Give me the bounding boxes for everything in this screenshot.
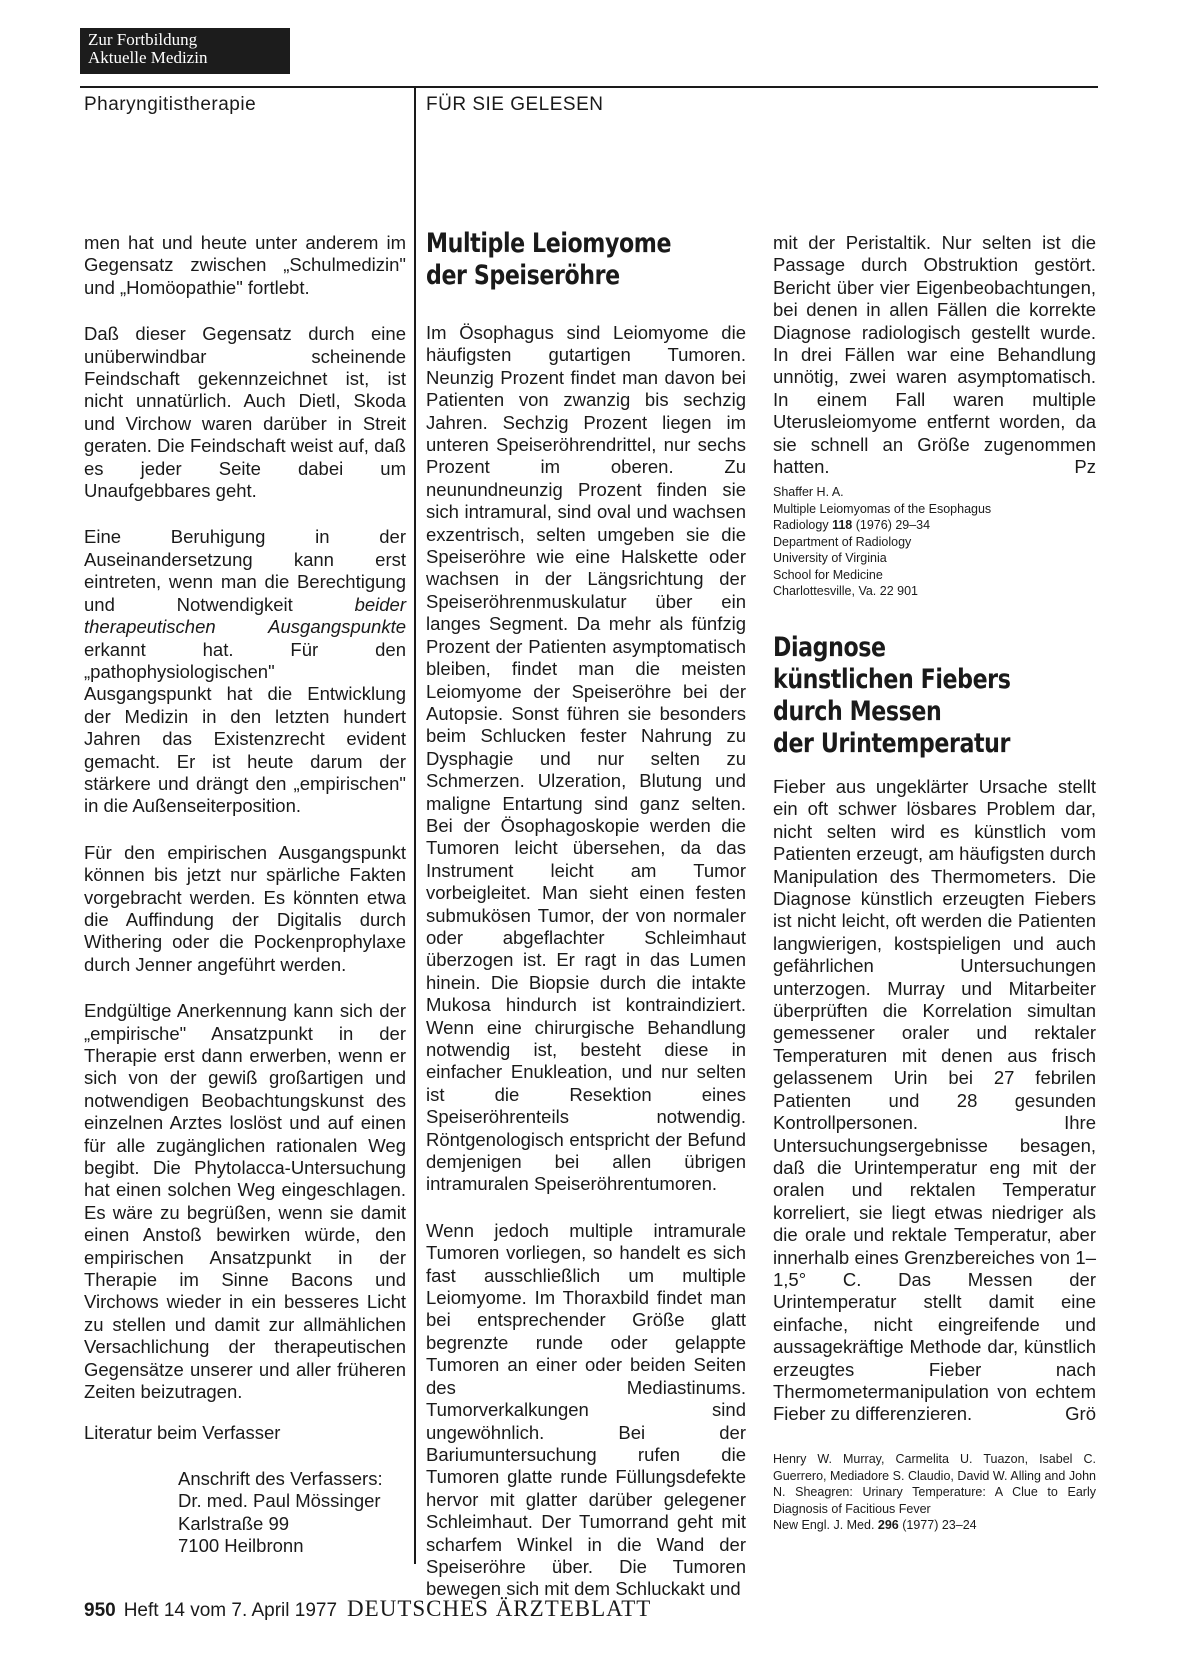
- paragraph: Endgültige Anerkennung kann sich der „empirische" Ansatzpunkt in der Therapie erst dann erwerben, wenn er sich von der gewiß großartigen und notwendigen Beobachtungskunst des einzelnen Arztes loslöst und auf einen für alle zugänglichen rationalen Weg begibt. Die Phytolacca-Untersuchung hat einen solchen Weg eingeschlagen. Es wäre zu begrüßen, wenn sie damit einen Anstoß bewirken würde, den empirischen Ansatzpunkt in der Therapie im Sinne Bacons und Virchows wieder in ein besseres Licht zu stellen und damit zur allmählichen Versachlichung der therapeutischen Gegensätze unserer und aller früheren Zeiten beizutragen.: [84, 1000, 406, 1403]
- paragraph: men hat und heute unter anderem im Gegensatz zwischen „Schulmedizin" und „Homöopathie" fortlebt.: [84, 232, 406, 298]
- paragraph: Im Ösophagus sind Leiomyome die häufigsten gutartigen Tumoren. Neunzig Prozent findet man davon bei Patienten von zwanzig bis sechzig Jahren. Sechzig Prozent liegen im unteren Speiseröhrendrittel, nur sechs Prozent im oberen. Zu neunundneunzig Prozent finden sie sich intramural, sind oval und wachsen exzentrisch, selten umgeben sie die Speiseröhre wie eine Halskette oder wachsen in der Längsrichtung der Speiseröhrenmuskulatur über ein langes Segment. Da mehr als fünfzig Prozent der Patienten asymptomatisch bleiben, findet man die meisten Leiomyome der Speiseröhre bei der Autopsie. Sonst führen sie besonders beim Schlucken fester Nahrung zu Dysphagie und nur selten zu Schmerzen. Ulzeration, Blutung und maligne Entartung sind ganz selten. Bei der Ösophagoskopie werden die Tumoren leicht übersehen, da das Instrument leicht am Tumor vorbeigleitet. Man sieht einen festen submukösen Tumor, der von normaler oder abgeflachter Schleimhaut überzogen ist. Er ragt in das Lumen hinein. Die Biopsie durch die intakte Mukosa hindurch ist kontraindiziert. Wenn eine chirurgische Behandlung notwendig ist, besteht diese in einfacher Enukleation, und nur selten ist die Resektion eines Speiseröhrenteils notwendig. Röntgenologisch entspricht der Befund demjenigen bei allen übrigen intramuralen Speiseröhrentumoren.: [426, 322, 746, 1195]
- badge-line-1: Zur Fortbildung: [88, 30, 198, 49]
- column-right-article2: [773, 776, 1096, 1426]
- paragraph: Fieber aus ungeklärter Ursache stellt ein oft schwer lösbares Problem dar, nicht selten wird es künstlich vom Patienten erzeugt, am häufigsten durch Manipulation des Thermometers. Die Diagnose künstlich erzeugten Fiebers ist nicht leicht, oft werden die Patienten langwierigen, kostspieligen und auch gefährlichen Untersuchungen unterzogen. Murray und Mitarbeiter überprüften die Korrelation simultan gemessener oraler und rektaler Temperaturen mit denen aus frisch gelassenem Urin bei 27 febrilen Patienten und 28 gesunden Kontrollpersonen. Ihre Untersuchungsergebnisse besagen, daß die Urintemperatur eng mit der oralen und rektalen Temperatur korreliert, sie liegt etwas niedriger als die orale und rektale Temperatur, aber innerhalb eines Grenzbereiches von 1–1,5° C. Das Messen der Urintemperatur stellt damit eine einfache, nicht eingreifende und aussagekräftige Methode dar, künstlich erzeugtes Fieber nach Thermometermanipulation von echtem Fieber zu differenzieren. Grö: [773, 776, 1096, 1425]
- page-number: 950: [84, 1600, 116, 1621]
- header-rule: [80, 86, 1098, 88]
- column-right: [773, 232, 1096, 478]
- literature-note: Literatur beim Verfasser: [84, 1422, 281, 1443]
- column-left: [84, 232, 406, 1404]
- reference-leiomyome: Shaffer H. A. Multiple Leiomyomas of the Esophagus Radiology 118 (1976) 29–34 Department of Radiology University of Virginia School for Medicine Charlottesville, Va. 22 901: [773, 485, 992, 598]
- issue-info: Heft 14 vom 7. April 1977: [123, 1600, 338, 1621]
- address-name: Dr. med. Paul Mössinger: [178, 1490, 381, 1512]
- paragraph: Für den empirischen Ausgangspunkt können bis jetzt nur spärliche Fakten vorgebracht werden. Es könnten etwa die Auffindung der Digitalis durch Withering oder die Pockenprophylaxe durch Jenner angeführt werden.: [84, 841, 406, 975]
- page-footer: [84, 1596, 651, 1622]
- author-signature: Pz: [1074, 456, 1096, 478]
- section-badge: [80, 28, 290, 74]
- header-left: Pharyngitistherapie: [84, 94, 257, 115]
- article-title-leiomyome: Multiple Leiomyome der Speiseröhre: [426, 228, 672, 291]
- badge-line-2: Aktuelle Medizin: [88, 48, 208, 67]
- reference-fieber: Henry W. Murray, Carmelita U. Tuazon, Isabel C. Guerrero, Mediadore S. Claudio, David W. Alling and John N. Sheagren: Urinary Temperature: A Clue to Early Diagnosis of Facitious Fever New Engl. J. Med. 296 (1977) 23–24: [773, 1452, 1096, 1532]
- header-right: FÜR SIE GELESEN: [426, 94, 604, 115]
- paragraph: mit der Peristaltik. Nur selten ist die Passage durch Obstruktion gestört. Bericht über vier Eigenbeobachtungen, bei denen in allen Fällen die korrekte Diagnose radiologisch gestellt wurde. In drei Fällen war eine Behandlung unnötig, zwei waren asymptomatisch. In einem Fall waren multiple Uterusleiomyome entfernt worden, da sie schnell an Größe zugenommen hatten. Pz: [773, 232, 1096, 478]
- column-middle: [426, 322, 746, 1601]
- address-city: 7100 Heilbronn: [178, 1535, 304, 1557]
- paragraph: Daß dieser Gegensatz durch eine unüberwindbar scheinende Feindschaft gekennzeichnet ist, ist nicht unnatürlich. Auch Dietl, Skoda und Virchow waren darüber in Streit geraten. Die Feindschaft weist auf, daß es jeder Seite dabei um Unaufgebbares geht.: [84, 323, 406, 502]
- address-label: Anschrift des Verfassers:: [178, 1468, 383, 1489]
- paragraph: Eine Beruhigung in der Auseinandersetzung kann erst eintreten, wenn man die Berechtigung und Notwendigkeit beider therapeutischen Ausgangspunkte erkannt hat. Für den „pathophysiologischen" Ausgangspunkt hat die Entwicklung der Medizin in den letzten hundert Jahren das Existenzrecht evident gemacht. Er ist heute darum der stärkere und drängt den „empirischen" in die Außenseiterposition.: [84, 526, 406, 817]
- column-divider: [414, 86, 416, 1564]
- address-street: Karlstraße 99: [178, 1512, 290, 1534]
- author-signature: Grö: [1065, 1403, 1096, 1425]
- emphasis: beider therapeutischen Ausgangspunkte: [84, 593, 406, 638]
- author-address: [178, 1468, 383, 1558]
- article-title-fieber: Diagnose künstlichen Fiebers durch Messen der Urintemperatur: [773, 632, 1011, 759]
- journal-name: DEUTSCHES ÄRZTEBLATT: [347, 1596, 652, 1621]
- paragraph: Wenn jedoch multiple intramurale Tumoren vorliegen, so handelt es sich fast ausschließlich um multiple Leiomyome. Im Thoraxbild findet man bei entsprechender Größe glatt begrenzte runde oder gelappte Tumoren an einer oder beiden Seiten des Mediastinums. Tumorverkalkungen sind ungewöhnlich. Bei der Bariumuntersuchung rufen die Tumoren glatte runde Füllungsdefekte hervor mit glatter darüber gelegener Schleimhaut. Der Tumorrand geht mit scharfem Winkel in die Wand der Speiseröhre über. Die Tumoren bewegen sich mit dem Schluckakt und: [426, 1219, 746, 1600]
